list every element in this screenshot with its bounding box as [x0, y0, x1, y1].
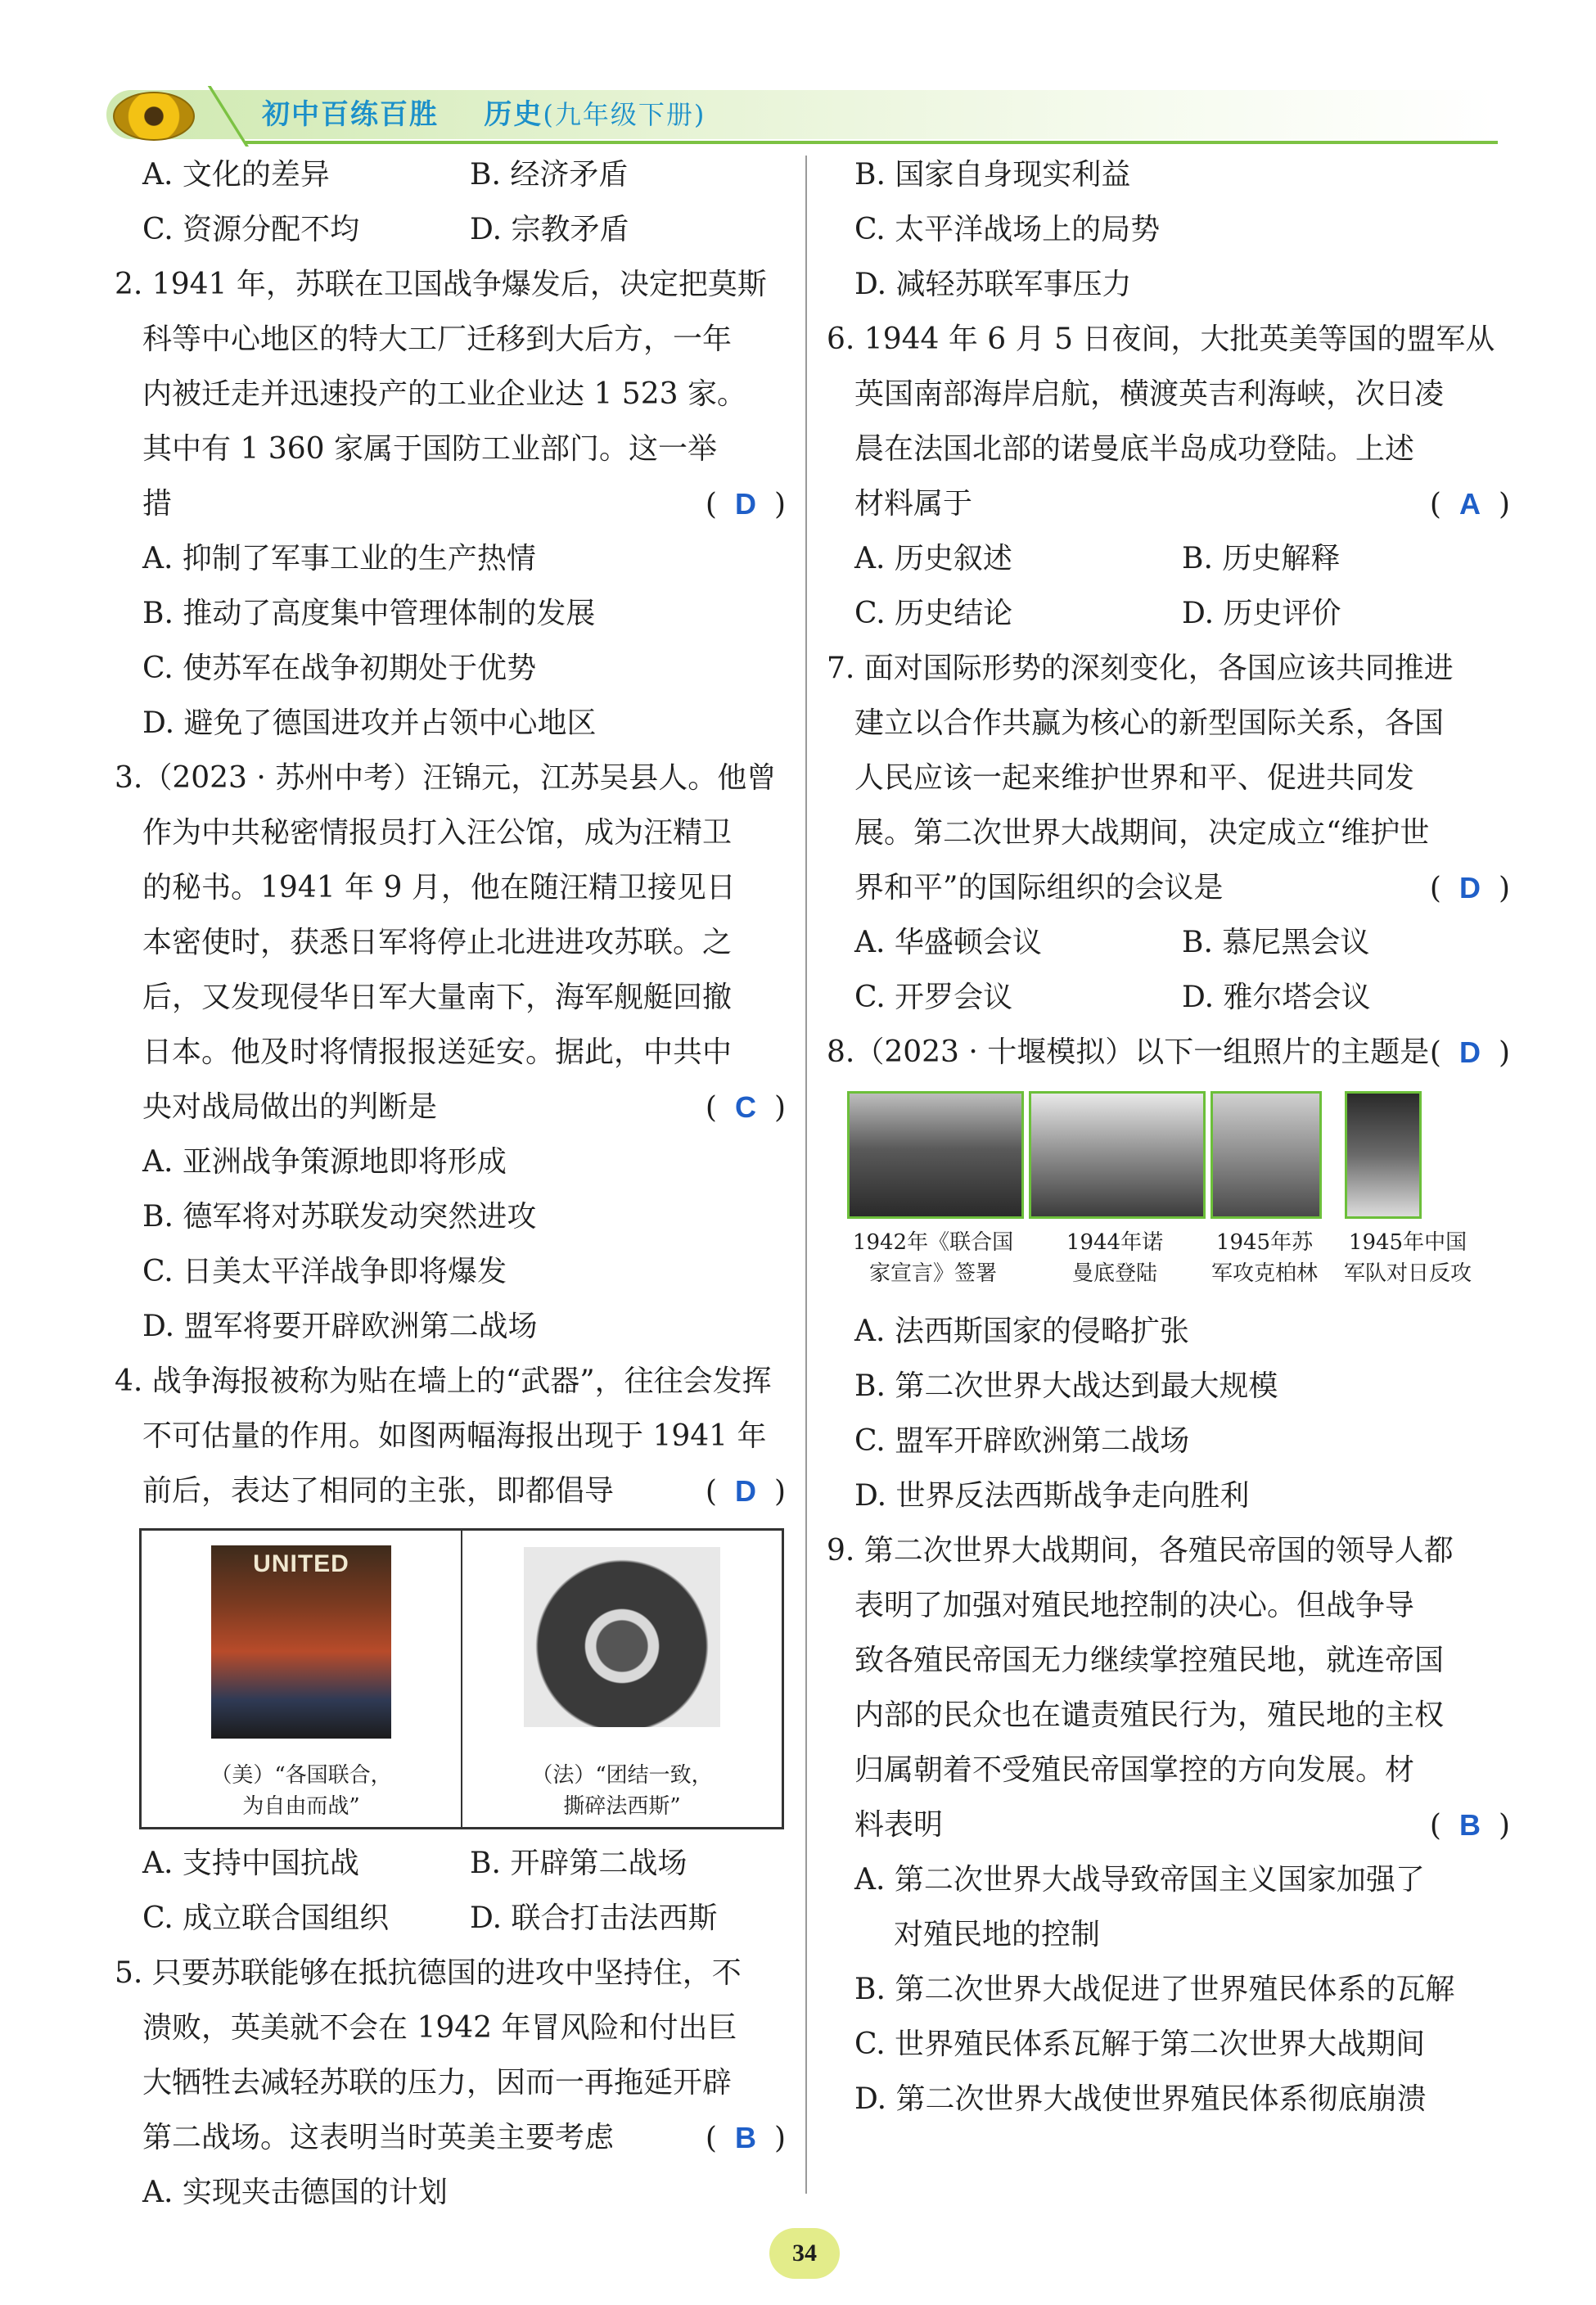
q4-stem-line: 4. 战争海报被称为贴在墙上的“武器”，往往会发挥 — [115, 1365, 772, 1398]
q7-option-a: A. 华盛顿会议 — [854, 926, 1042, 959]
q7-stem-text: 界和平”的国际组织的会议是 — [854, 871, 1224, 904]
q8-stem-text: 8.（2023 · 十堰模拟）以下一组照片的主题是 — [827, 1035, 1430, 1069]
q6-stem-line: 晨在法国北部的诺曼底半岛成功登陆。上述 — [854, 432, 1415, 466]
q9-option-a-line2: 对殖民地的控制 — [894, 1918, 1101, 1951]
subject-title: 历史 — [484, 98, 543, 131]
q8-answer: ( D ) — [1429, 1035, 1510, 1070]
q1-option-b: B. 经济矛盾 — [470, 158, 629, 192]
q3-stem-line: 本密使时，获悉日军将停止北进进攻苏联。之 — [142, 926, 733, 959]
photo-caption — [1330, 1227, 1486, 1289]
q5-answer-letter: B — [734, 2121, 756, 2154]
q4-option-b: B. 开辟第二战场 — [470, 1847, 688, 1880]
q9-stem-line-last — [827, 1798, 1510, 1852]
q4-stem-text: 前后，表达了相同的主张，即都倡导 — [142, 1474, 615, 1508]
q9-option-a-line1: A. 第二次世界大战导致帝国主义国家加强了 — [854, 1863, 1425, 1897]
q6-options-row2 — [827, 586, 1510, 641]
q5-stem-line: 大牺牲去减轻苏联的压力，因而一再拖延开辟 — [142, 2066, 733, 2100]
q6-options-row1 — [827, 531, 1510, 586]
q9-stem-line: 内部的民众也在谴责殖民行为，殖民地的主权 — [854, 1698, 1445, 1732]
q5-option-a: A. 实现夹击德国的计划 — [142, 2176, 448, 2209]
q2-option: B. 推动了高度集中管理体制的发展 — [142, 597, 596, 630]
q5-stem-line: 溃败，英美就不会在 1942 年冒风险和付出巨 — [142, 2011, 737, 2045]
hands-poster-image — [524, 1547, 720, 1727]
q2-stem-text: 措 — [142, 487, 173, 521]
q5-option-b: B. 国家自身现实利益 — [854, 158, 1131, 192]
q9-stem-line: 归属朝着不受殖民帝国掌控的方向发展。材 — [854, 1753, 1415, 1787]
caption-line: 为自由而战” — [242, 1794, 360, 1819]
q9-option: B. 第二次世界大战促进了世界殖民体系的瓦解 — [854, 1973, 1455, 2006]
q9-stem-line: 表明了加强对殖民地控制的决心。但战争导 — [854, 1589, 1415, 1622]
photo-caption — [847, 1227, 1019, 1289]
q3-stem-line: 3.（2023 · 苏州中考）汪锦元，江苏吴县人。他曾 — [115, 761, 777, 795]
q5-option-d: D. 减轻苏联军事压力 — [854, 268, 1132, 301]
q9-option: C. 世界殖民体系瓦解于第二次世界大战期间 — [854, 2028, 1426, 2061]
q3-option: A. 亚洲战争策源地即将形成 — [142, 1145, 507, 1179]
q7-option-d: D. 雅尔塔会议 — [1182, 981, 1371, 1014]
united-poster-image — [211, 1545, 391, 1739]
q3-answer: ( C ) — [705, 1090, 786, 1125]
caption-line: 军攻克柏林 — [1211, 1261, 1318, 1286]
q8-option: C. 盟军开辟欧洲第二战场 — [854, 1424, 1190, 1458]
q7-option-b: B. 慕尼黑会议 — [1182, 926, 1370, 959]
caption-line: 1944年诺 — [1066, 1230, 1164, 1255]
q2-answer: ( D ) — [705, 487, 786, 521]
q1-option-c: C. 资源分配不均 — [142, 213, 360, 246]
photo-caption — [1029, 1227, 1201, 1289]
poster-france-caption — [462, 1760, 782, 1822]
caption-line: （美）“各国联合， — [210, 1763, 392, 1788]
q2-stem-line: 2. 1941 年，苏联在卫国战争爆发后，决定把莫斯 — [115, 268, 767, 301]
column-divider — [805, 156, 807, 2194]
q4-posters-figure — [139, 1528, 784, 1829]
right-column — [827, 147, 1510, 2127]
q8-option: A. 法西斯国家的侵略扩张 — [854, 1315, 1189, 1348]
q6-answer-letter: A — [1458, 487, 1481, 521]
poster-usa-caption — [142, 1760, 461, 1822]
q6-option-d: D. 历史评价 — [1182, 597, 1341, 630]
q1-options-row1 — [115, 147, 786, 202]
q6-option-b: B. 历史解释 — [1182, 542, 1341, 575]
q7-stem-line: 人民应该一起来维护世界和平、促进共同发 — [854, 761, 1415, 795]
q2-stem-line: 内被迁走并迅速投产的工业企业达 1 523 家。 — [142, 377, 746, 411]
q9-answer: ( B ) — [1429, 1808, 1510, 1843]
q3-option: D. 盟军将要开辟欧洲第二战场 — [142, 1310, 538, 1343]
q7-stem-line-last — [827, 860, 1510, 915]
caption-line: 1945年中国 — [1348, 1230, 1468, 1255]
q5-answer: ( B ) — [705, 2121, 786, 2155]
q5-option-c: C. 太平洋战场上的局势 — [854, 213, 1161, 246]
q3-stem-text: 央对战局做出的判断是 — [142, 1090, 438, 1124]
q2-stem-line: 科等中心地区的特大工厂迁移到大后方，一年 — [142, 323, 733, 356]
q4-options-row1 — [115, 1836, 786, 1891]
q6-stem-line: 英国南部海岸启航，横渡英吉利海峡，次日凌 — [854, 377, 1445, 411]
q4-option-c: C. 成立联合国组织 — [142, 1901, 390, 1935]
q1-option-d: D. 宗教矛盾 — [470, 213, 629, 246]
q6-option-c: C. 历史结论 — [854, 597, 1013, 630]
q7-answer: ( D ) — [1429, 871, 1510, 905]
q2-option: A. 抑制了军事工业的生产热情 — [142, 542, 536, 575]
q7-stem-line: 7. 面对国际形势的深刻变化，各国应该共同推进 — [827, 652, 1454, 685]
q2-option: C. 使苏军在战争初期处于优势 — [142, 652, 537, 685]
q7-stem-line: 建立以合作共赢为核心的新型国际关系，各国 — [854, 706, 1445, 740]
q9-option: D. 第二次世界大战使世界殖民体系彻底崩溃 — [854, 2082, 1427, 2116]
caption-line: 军队对日反攻 — [1343, 1261, 1472, 1286]
q5-stem-text: 第二战场。这表明当时英美主要考虑 — [142, 2121, 615, 2154]
poster-france-cell — [462, 1531, 782, 1827]
q6-answer: ( A ) — [1429, 487, 1510, 521]
q9-stem-line: 9. 第二次世界大战期间，各殖民帝国的领导人都 — [827, 1534, 1454, 1567]
q8-option: D. 世界反法西斯战争走向胜利 — [854, 1479, 1250, 1513]
photo-normandy-landing — [1029, 1091, 1206, 1219]
q2-answer-letter: D — [734, 487, 756, 521]
header-title — [262, 92, 706, 132]
page-number: 34 — [769, 2228, 840, 2279]
q3-answer-letter: C — [734, 1090, 756, 1124]
q3-option: B. 德军将对苏联发动突然进攻 — [142, 1200, 537, 1234]
q4-answer-letter: D — [734, 1474, 756, 1508]
caption-line: （法）“团结一致， — [531, 1763, 713, 1788]
q4-answer: ( D ) — [705, 1474, 786, 1509]
photo-un-declaration — [847, 1091, 1024, 1219]
publisher-logo-icon — [113, 92, 195, 141]
q4-options-row2 — [115, 1891, 786, 1946]
series-title: 初中百练百胜 — [262, 98, 439, 131]
q5-stem-line-last — [115, 2110, 786, 2165]
q6-stem-line-last — [827, 476, 1510, 531]
q3-stem-line: 后，又发现侵华日军大量南下，海军舰艇回撤 — [142, 981, 733, 1014]
q2-option: D. 避免了德国进攻并占领中心地区 — [142, 706, 597, 740]
q1-options-row2 — [115, 202, 786, 257]
left-column — [115, 147, 786, 2220]
q7-options-row1 — [827, 915, 1510, 970]
q8-option: B. 第二次世界大战达到最大规模 — [854, 1369, 1278, 1403]
q7-options-row2 — [827, 970, 1510, 1025]
photo-china-counteroffensive — [1345, 1091, 1422, 1219]
q2-stem-line: 其中有 1 360 家属于国防工业部门。这一举 — [142, 432, 717, 466]
q3-stem-line: 日本。他及时将情报报送延安。据此，中共中 — [142, 1035, 733, 1069]
q6-stem-text: 材料属于 — [854, 487, 973, 521]
q8-photo-strip — [847, 1091, 1506, 1222]
q8-answer-letter: D — [1458, 1035, 1481, 1069]
page-header — [106, 82, 1498, 147]
q9-answer-letter: B — [1458, 1808, 1481, 1842]
header-underline — [246, 141, 1498, 144]
q3-stem-line-last — [115, 1080, 786, 1134]
q4-stem-line-last — [115, 1464, 786, 1518]
q5-stem-line: 5. 只要苏联能够在抵抗德国的进攻中坚持住，不 — [115, 1956, 742, 1990]
poster-usa-cell — [142, 1531, 462, 1827]
caption-line: 1942年《联合国 — [852, 1230, 1014, 1255]
q7-stem-line: 展。第二次世界大战期间，决定成立“维护世 — [854, 816, 1430, 850]
q4-option-d: D. 联合打击法西斯 — [470, 1901, 718, 1935]
q6-stem-line: 6. 1944 年 6 月 5 日夜间，大批英美等国的盟军从 — [827, 323, 1495, 356]
photo-caption — [1199, 1227, 1330, 1289]
caption-line: 1945年苏 — [1215, 1230, 1314, 1255]
q3-stem-line: 作为中共秘密情报员打入汪公馆，成为汪精卫 — [142, 816, 733, 850]
q1-option-a: A. 文化的差异 — [142, 158, 330, 192]
caption-line: 家宣言》签署 — [868, 1261, 997, 1286]
q9-stem-text: 料表明 — [854, 1808, 944, 1842]
q7-answer-letter: D — [1458, 871, 1481, 904]
q7-option-c: C. 开罗会议 — [854, 981, 1013, 1014]
q2-stem-line-last — [115, 476, 786, 531]
q6-option-a: A. 历史叙述 — [854, 542, 1012, 575]
q8-stem-line — [827, 1025, 1510, 1080]
q3-stem-line: 的秘书。1941 年 9 月，他在随汪精卫接见日 — [142, 871, 736, 904]
photo-berlin — [1211, 1091, 1322, 1219]
q4-option-a: A. 支持中国抗战 — [142, 1847, 359, 1880]
poster-title: UNITED — [253, 1550, 349, 1577]
q4-stem-line: 不可估量的作用。如图两幅海报出现于 1941 年 — [142, 1419, 767, 1453]
caption-line: 撕碎法西斯” — [563, 1794, 681, 1819]
q9-stem-line: 致各殖民帝国无力继续掌控殖民地，就连帝国 — [854, 1644, 1445, 1677]
q8-photo-captions — [847, 1227, 1506, 1292]
caption-line: 曼底登陆 — [1071, 1261, 1157, 1286]
grade-label: (九年级下册) — [543, 99, 706, 130]
q3-option: C. 日美太平洋战争即将爆发 — [142, 1255, 507, 1288]
